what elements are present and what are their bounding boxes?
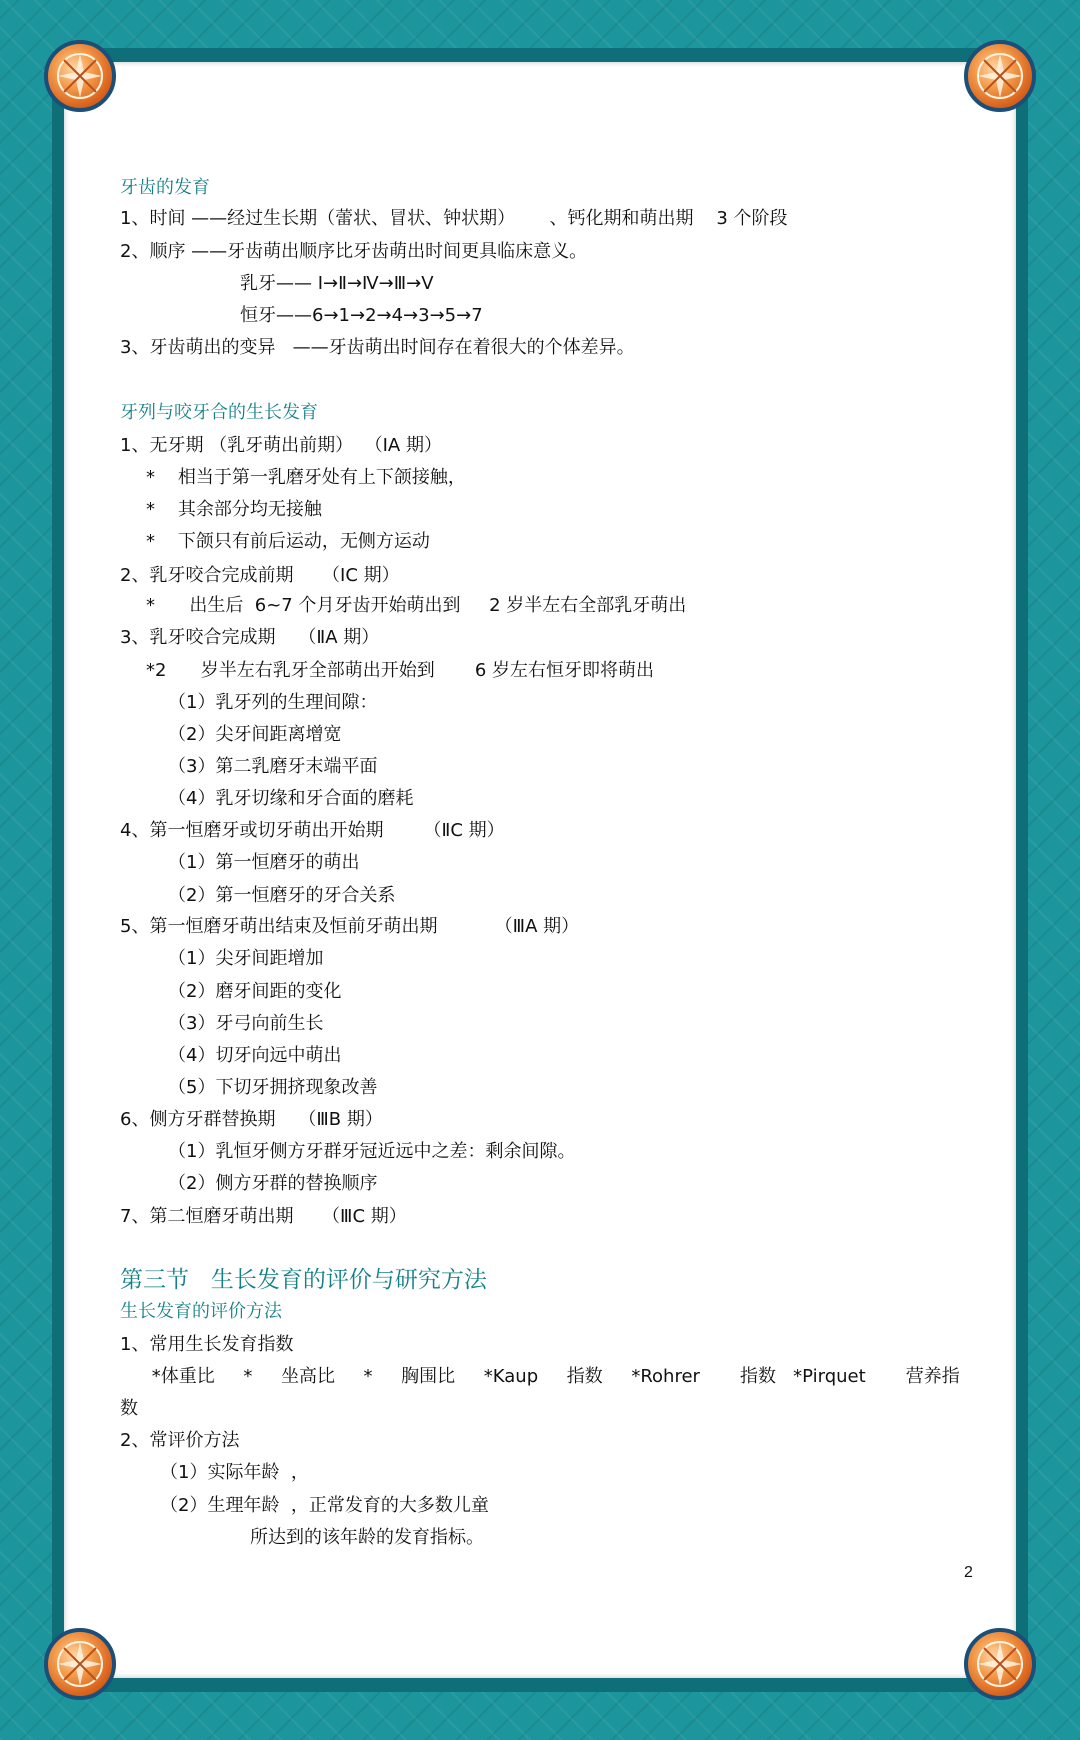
evaluation-method-2-cont: 所达到的该年龄的发育指标。: [250, 1527, 484, 1548]
teeth-primary-order: 乳牙—— Ⅰ→Ⅱ→Ⅳ→Ⅲ→Ⅴ: [240, 273, 434, 294]
dentition-stage-3: 3、乳牙咬合完成期 （ⅡA 期）: [120, 627, 380, 648]
evaluation-indices-list: *体重比 * 坐高比 * 胸围比 *Kaup 指数 *Rohrer 指数 *Pirquet 营养指: [146, 1366, 960, 1387]
dentition-stage-3-sub-3: （3）第二乳磨牙末端平面: [168, 756, 378, 777]
corner-ornament-bottom-right-icon: [964, 1628, 1036, 1700]
dentition-stage-5-sub-3: （3）牙弓向前生长: [168, 1013, 324, 1034]
evaluation-method-2: （2）生理年龄 ，正常发育的大多数儿童: [160, 1495, 489, 1516]
dentition-stage-5-sub-1: （1）尖牙间距增加: [168, 948, 324, 969]
evaluation-item-2: 2、常评价方法: [120, 1430, 240, 1451]
dentition-stage-5-sub-4: （4）切牙向远中萌出: [168, 1045, 342, 1066]
corner-ornament-top-right-icon: [964, 40, 1036, 112]
dentition-stage-4: 4、第一恒磨牙或切牙萌出开始期 （ⅡC 期）: [120, 820, 505, 841]
teeth-item-2: 2、顺序 ——牙齿萌出顺序比牙齿萌出时间更具临床意义。: [120, 241, 588, 262]
evaluation-indices-list-cont: 数: [120, 1398, 138, 1419]
heading-dentition: 牙列与咬牙合的生长发育: [120, 402, 318, 423]
dentition-stage-1: 1、无牙期 （乳牙萌出前期） （ⅠA 期）: [120, 435, 442, 456]
corner-ornament-bottom-left-icon: [44, 1628, 116, 1700]
dentition-stage-1-point-c: * 下颌只有前后运动，无侧方运动: [146, 531, 430, 552]
dentition-stage-3-sub-4: （4）乳牙切缘和牙合面的磨耗: [168, 788, 414, 809]
dentition-stage-3-sub-2: （2）尖牙间距离增宽: [168, 724, 342, 745]
dentition-stage-5-sub-2: （2）磨牙间距的变化: [168, 981, 342, 1002]
evaluation-method-1: （1）实际年龄 ，: [160, 1462, 309, 1483]
teeth-permanent-order: 恒牙——6→1→2→4→3→5→7: [240, 305, 483, 326]
dentition-stage-4-sub-1: （1）第一恒磨牙的萌出: [168, 852, 360, 873]
dentition-stage-2-point-a: * 出生后 6~7 个月牙齿开始萌出到 2 岁半左右全部乳牙萌出: [146, 595, 687, 616]
page-number: 2: [964, 1564, 973, 1581]
dentition-stage-6: 6、侧方牙群替换期 （ⅢB 期）: [120, 1109, 383, 1130]
evaluation-item-1: 1、常用生长发育指数: [120, 1334, 294, 1355]
dentition-stage-6-sub-1: （1）乳恒牙侧方牙群牙冠近远中之差：剩余间隙。: [168, 1141, 576, 1162]
heading-teeth-development: 牙齿的发育: [120, 177, 210, 198]
teeth-item-3: 3、牙齿萌出的变异 ——牙齿萌出时间存在着很大的个体差异。: [120, 337, 635, 358]
dentition-stage-5-sub-5: （5）下切牙拥挤现象改善: [168, 1077, 378, 1098]
dentition-stage-5: 5、第一恒磨牙萌出结束及恒前牙萌出期 （ⅢA 期）: [120, 916, 580, 937]
section-three-title: 第三节 生长发育的评价与研究方法: [120, 1267, 487, 1293]
dentition-stage-1-point-a: * 相当于第一乳磨牙处有上下颌接触，: [146, 467, 466, 488]
dentition-stage-7: 7、第二恒磨牙萌出期 （ⅢC 期）: [120, 1206, 407, 1227]
dentition-stage-6-sub-2: （2）侧方牙群的替换顺序: [168, 1173, 378, 1194]
heading-evaluation-methods: 生长发育的评价方法: [120, 1301, 282, 1322]
corner-ornament-top-left-icon: [44, 40, 116, 112]
dentition-stage-1-point-b: * 其余部分均无接触: [146, 499, 322, 520]
dentition-stage-3-point-a: *2 岁半左右乳牙全部萌出开始到 6 岁左右恒牙即将萌出: [146, 660, 655, 681]
dentition-stage-4-sub-2: （2）第一恒磨牙的牙合关系: [168, 885, 396, 906]
dentition-stage-3-sub-1: （1）乳牙列的生理间隙：: [168, 692, 378, 713]
teeth-item-1: 1、时间 ——经过生长期（蕾状、冒状、钟状期） 、钙化期和萌出期 3 个阶段: [120, 208, 788, 229]
dentition-stage-2: 2、乳牙咬合完成前期 （ⅠC 期）: [120, 565, 400, 586]
